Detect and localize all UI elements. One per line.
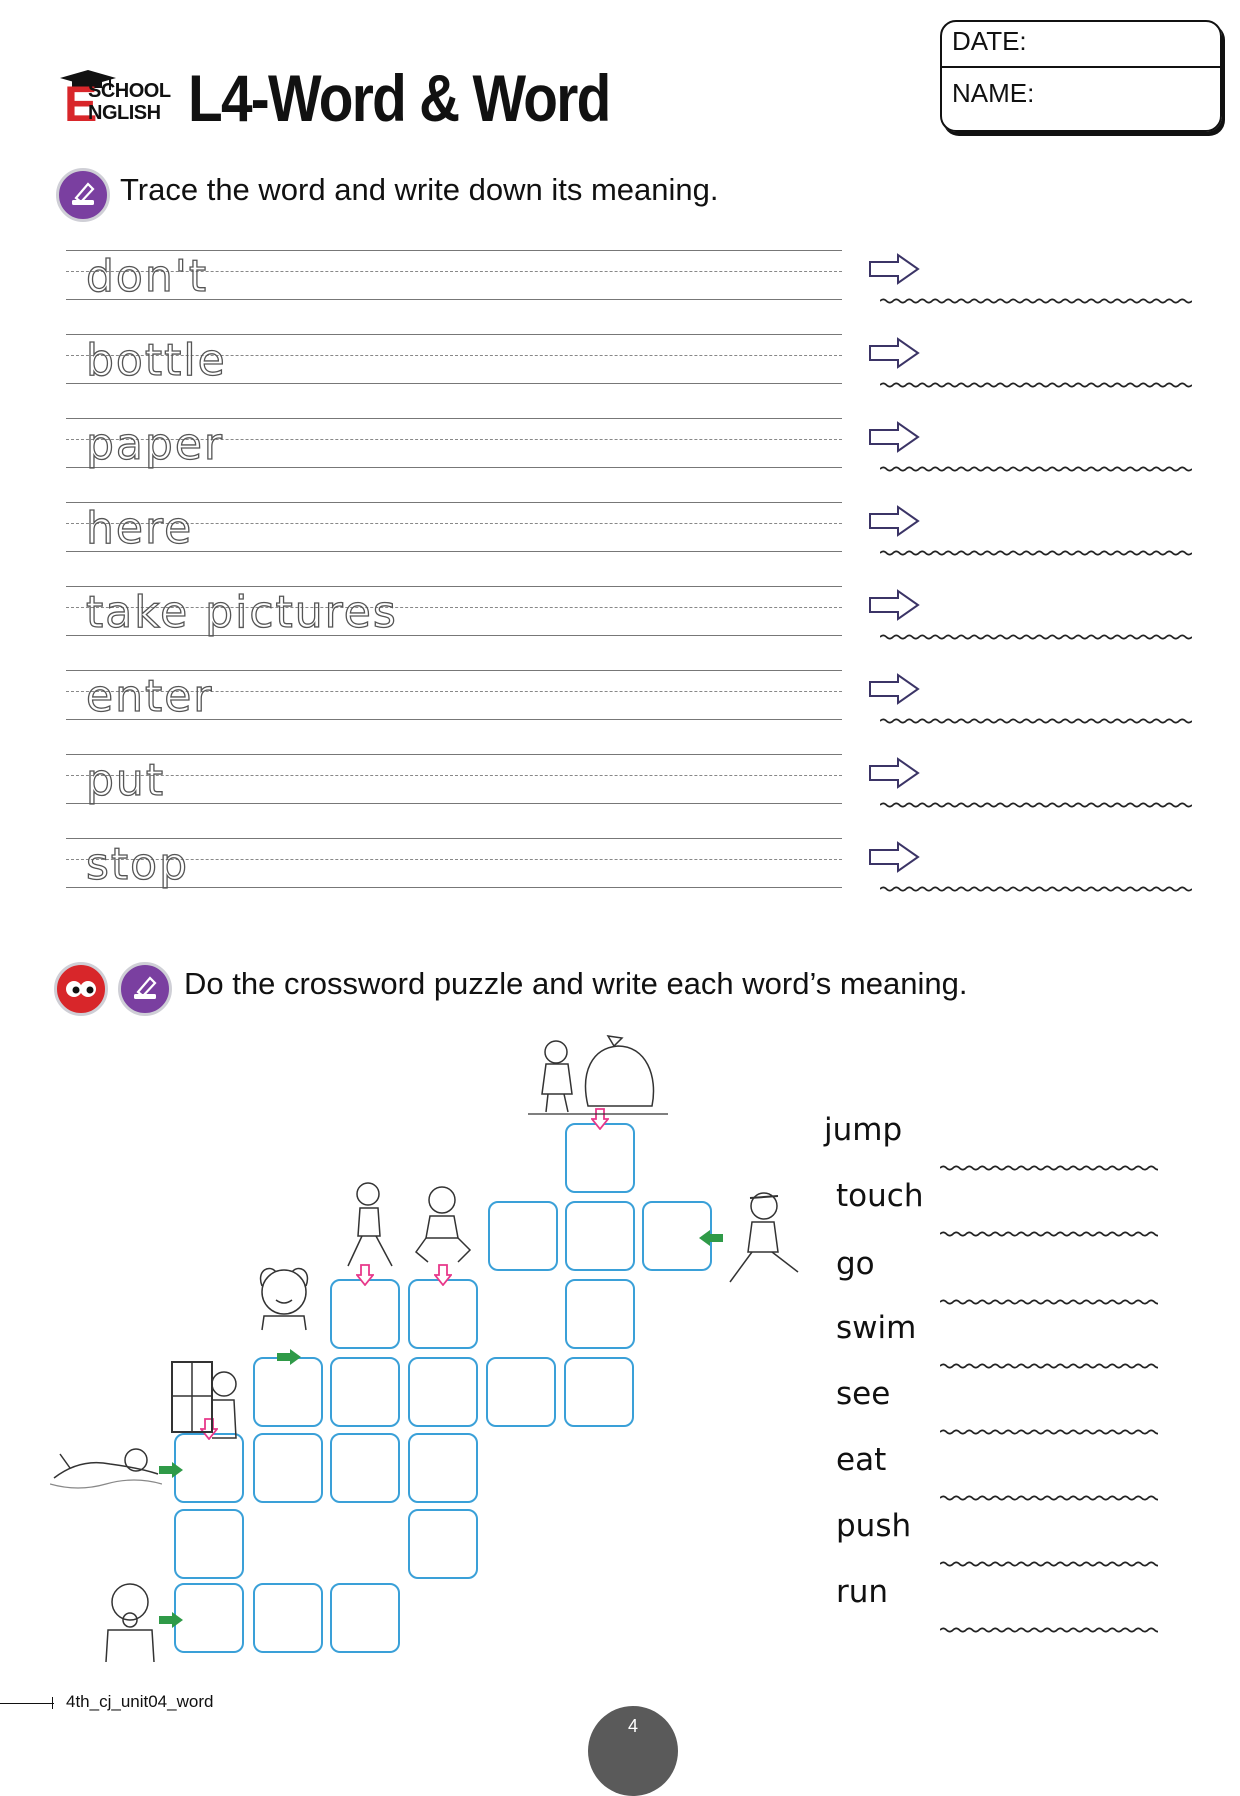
date-name-box (940, 20, 1222, 132)
meaning-line[interactable] (880, 882, 1192, 896)
word-meaning-line[interactable] (940, 1492, 1158, 1504)
arrow-right-icon (868, 253, 920, 285)
eat-boy-illustration (96, 1578, 164, 1664)
section2-instruction: Do the crossword puzzle and write each word’s meaning. (184, 966, 968, 1001)
crossword-cell[interactable] (174, 1583, 244, 1653)
word-meaning-line[interactable] (940, 1624, 1158, 1636)
crossword-cell[interactable] (565, 1201, 635, 1271)
crossword-cell[interactable] (408, 1279, 478, 1349)
name-label: NAME: (952, 78, 1035, 108)
trace-row (66, 670, 842, 722)
right-arrow-icon (276, 1349, 302, 1365)
crossword-word: run (836, 1574, 889, 1610)
crossword-cell[interactable] (330, 1433, 400, 1503)
crossword-cell[interactable] (330, 1357, 400, 1427)
crossword-cell[interactable] (253, 1357, 323, 1427)
write-badge-icon (56, 168, 110, 222)
left-arrow-icon (698, 1230, 724, 1246)
meaning-line[interactable] (880, 714, 1192, 728)
crossword-word: jump (824, 1112, 903, 1148)
trace-row (66, 250, 842, 302)
jump-girl-illustration (408, 1182, 478, 1272)
word-meaning-line[interactable] (940, 1296, 1158, 1308)
word-meaning-line[interactable] (940, 1558, 1158, 1570)
crossword-word: go (836, 1246, 875, 1282)
crossword-cell[interactable] (174, 1509, 244, 1579)
footer-rule (0, 1703, 54, 1704)
crossword-cell[interactable] (565, 1279, 635, 1349)
crossword-word: swim (836, 1310, 917, 1346)
trace-row (66, 502, 842, 554)
page-number-badge (588, 1706, 678, 1796)
push-bag-illustration (528, 1032, 668, 1116)
trace-word: take pictures (86, 587, 398, 638)
arrow-right-icon (868, 841, 920, 873)
crossword-cell[interactable] (408, 1433, 478, 1503)
dashed-midline (66, 775, 842, 776)
trace-row (66, 418, 842, 470)
section1-instruction: Trace the word and write down its meaning. (120, 172, 719, 207)
word-meaning-line[interactable] (940, 1162, 1158, 1174)
trace-row (66, 586, 842, 638)
arrow-right-icon (868, 505, 920, 537)
arrow-right-icon (868, 589, 920, 621)
school-english-logo (58, 70, 174, 132)
write-badge-icon-2 (118, 962, 172, 1016)
crossword-cell[interactable] (253, 1433, 323, 1503)
guide-line (66, 754, 842, 755)
meaning-line[interactable] (880, 378, 1192, 392)
word-meaning-line[interactable] (940, 1228, 1158, 1240)
word-meaning-line[interactable] (940, 1360, 1158, 1372)
meaning-line[interactable] (880, 630, 1192, 644)
eyes-icon (64, 978, 98, 1000)
crossword-word: touch (836, 1178, 924, 1214)
arrow-right-icon (868, 421, 920, 453)
trace-word: don't (86, 251, 209, 302)
crossword-cell[interactable] (174, 1433, 244, 1503)
crossword-cell[interactable] (408, 1357, 478, 1427)
crossword-cell[interactable] (488, 1201, 558, 1271)
word-meaning-line[interactable] (940, 1426, 1158, 1438)
run-boy-illustration (724, 1188, 812, 1292)
crossword-word: eat (836, 1442, 887, 1478)
page-title: L4-Word & Word (188, 61, 610, 135)
meaning-line[interactable] (880, 546, 1192, 560)
crossword-cell[interactable] (565, 1123, 635, 1193)
trace-word: put (86, 755, 166, 806)
crossword-cell[interactable] (564, 1357, 634, 1427)
crossword-cell[interactable] (486, 1357, 556, 1427)
pencil-icon (130, 974, 160, 1004)
trace-word: enter (86, 671, 214, 722)
arrow-right-icon (868, 757, 920, 789)
crossword-cell[interactable] (408, 1509, 478, 1579)
crossword-word: push (836, 1508, 912, 1544)
date-label: DATE: (952, 26, 1027, 56)
touch-head-illustration (246, 1262, 322, 1332)
logo-english-text: NGLISH (88, 102, 161, 124)
meaning-line[interactable] (880, 798, 1192, 812)
trace-row (66, 334, 842, 386)
look-badge-icon (54, 962, 108, 1016)
trace-word: here (86, 503, 194, 554)
logo-letter-e: E (64, 76, 98, 132)
crossword-word: see (836, 1376, 891, 1412)
trace-word: bottle (86, 335, 227, 386)
meaning-line[interactable] (880, 294, 1192, 308)
arrow-right-icon (868, 673, 920, 705)
arrow-right-icon (868, 337, 920, 369)
walk-girl-illustration (336, 1180, 406, 1272)
page-number: 4 (627, 1716, 638, 1736)
trace-word: stop (86, 839, 190, 890)
footer-tick (52, 1697, 53, 1709)
meaning-line[interactable] (880, 462, 1192, 476)
trace-row (66, 754, 842, 806)
trace-word: paper (86, 419, 224, 470)
footer-code: 4th_cj_unit04_word (66, 1692, 214, 1711)
swim-girl-illustration (50, 1438, 162, 1492)
crossword-cell[interactable] (253, 1583, 323, 1653)
logo-school-text: SCHOOL (88, 80, 171, 102)
guide-line (66, 803, 842, 804)
date-name-divider (942, 66, 1220, 68)
pencil-icon (68, 180, 98, 210)
crossword-cell[interactable] (330, 1583, 400, 1653)
crossword-cell[interactable] (330, 1279, 400, 1349)
trace-row (66, 838, 842, 890)
window-see-illustration (168, 1358, 244, 1442)
